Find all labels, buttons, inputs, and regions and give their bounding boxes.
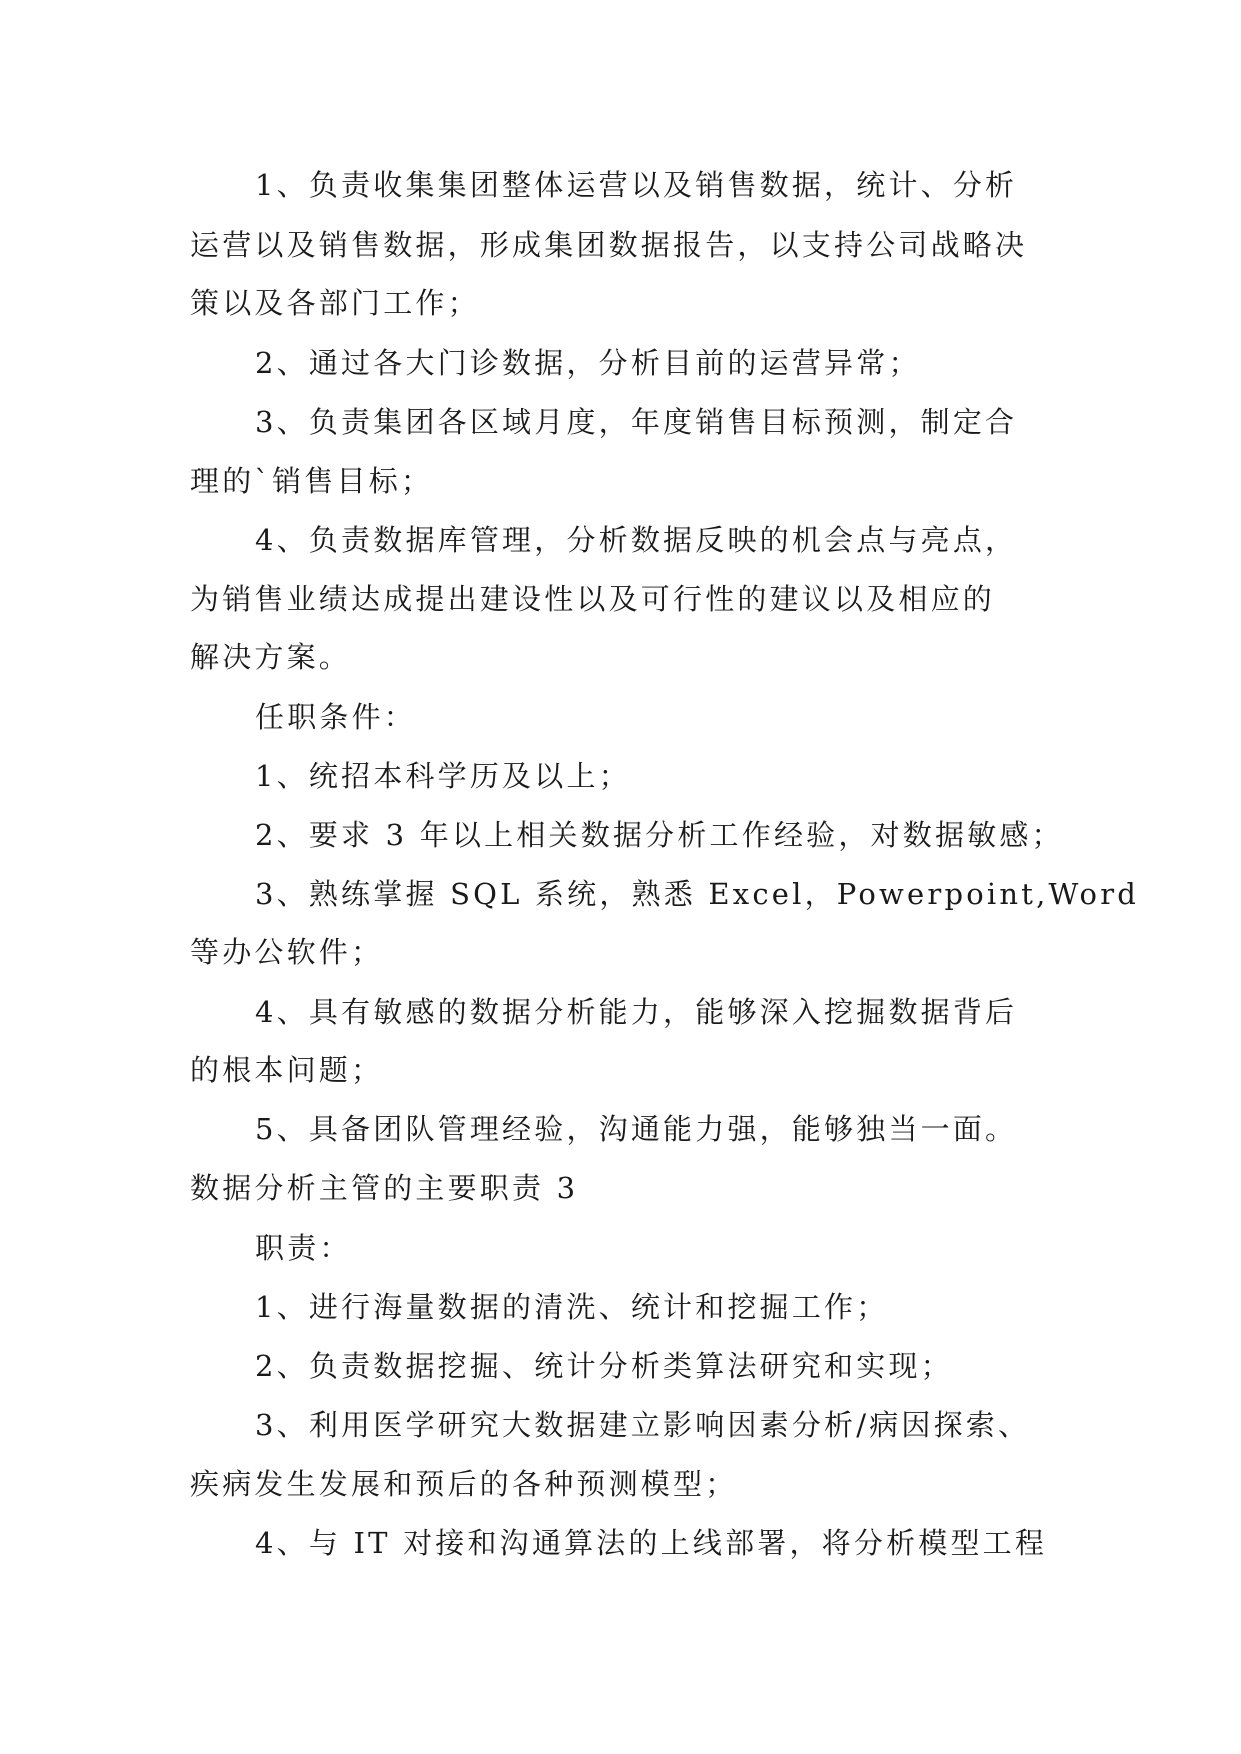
section-title: 数据分析主管的主要职责 3	[190, 1171, 579, 1205]
text-line: 2、通过各大门诊数据，分析目前的运营异常；	[255, 346, 921, 380]
text-line: 的根本问题；	[190, 1053, 384, 1087]
text-line: 1、统招本科学历及以上；	[255, 759, 631, 793]
section-heading: 职责：	[255, 1231, 352, 1265]
text-line: 4、负责数据库管理，分析数据反映的机会点与亮点，	[255, 523, 1018, 557]
text-line: 疾病发生发展和预后的各种预测模型；	[190, 1467, 738, 1501]
text-line: 为销售业绩达成提出建设性以及可行性的建议以及相应的	[190, 582, 996, 616]
section-heading: 任职条件：	[255, 700, 417, 734]
text-line: 策以及各部门工作；	[190, 286, 480, 320]
text-line: 理的`销售目标；	[190, 464, 434, 498]
text-line: 运营以及销售数据，形成集团数据报告，以支持公司战略决	[190, 228, 1028, 262]
text-line: 5、具备团队管理经验，沟通能力强，能够独当一面。	[255, 1112, 1018, 1146]
text-line: 解决方案。	[190, 640, 352, 674]
text-line: 4、具有敏感的数据分析能力，能够深入挖掘数据背后	[255, 995, 1018, 1029]
text-line: 4、与 IT 对接和沟通算法的上线部署，将分析模型工程	[255, 1526, 1048, 1560]
text-line: 2、要求 3 年以上相关数据分析工作经验，对数据敏感；	[255, 818, 1064, 852]
text-line: 2、负责数据挖掘、统计分析类算法研究和实现；	[255, 1349, 953, 1383]
text-line: 3、负责集团各区域月度，年度销售目标预测，制定合	[255, 405, 1018, 439]
text-line: 3、利用医学研究大数据建立影响因素分析/病因探索、	[255, 1408, 1031, 1442]
text-line: 3、熟练掌握 SQL 系统，熟悉 Excel，Powerpoint,Word	[255, 877, 1140, 911]
text-line: 1、进行海量数据的清洗、统计和挖掘工作；	[255, 1290, 889, 1324]
text-line: 1、负责收集集团整体运营以及销售数据，统计、分析	[255, 168, 1018, 202]
text-line: 等办公软件；	[190, 935, 384, 969]
